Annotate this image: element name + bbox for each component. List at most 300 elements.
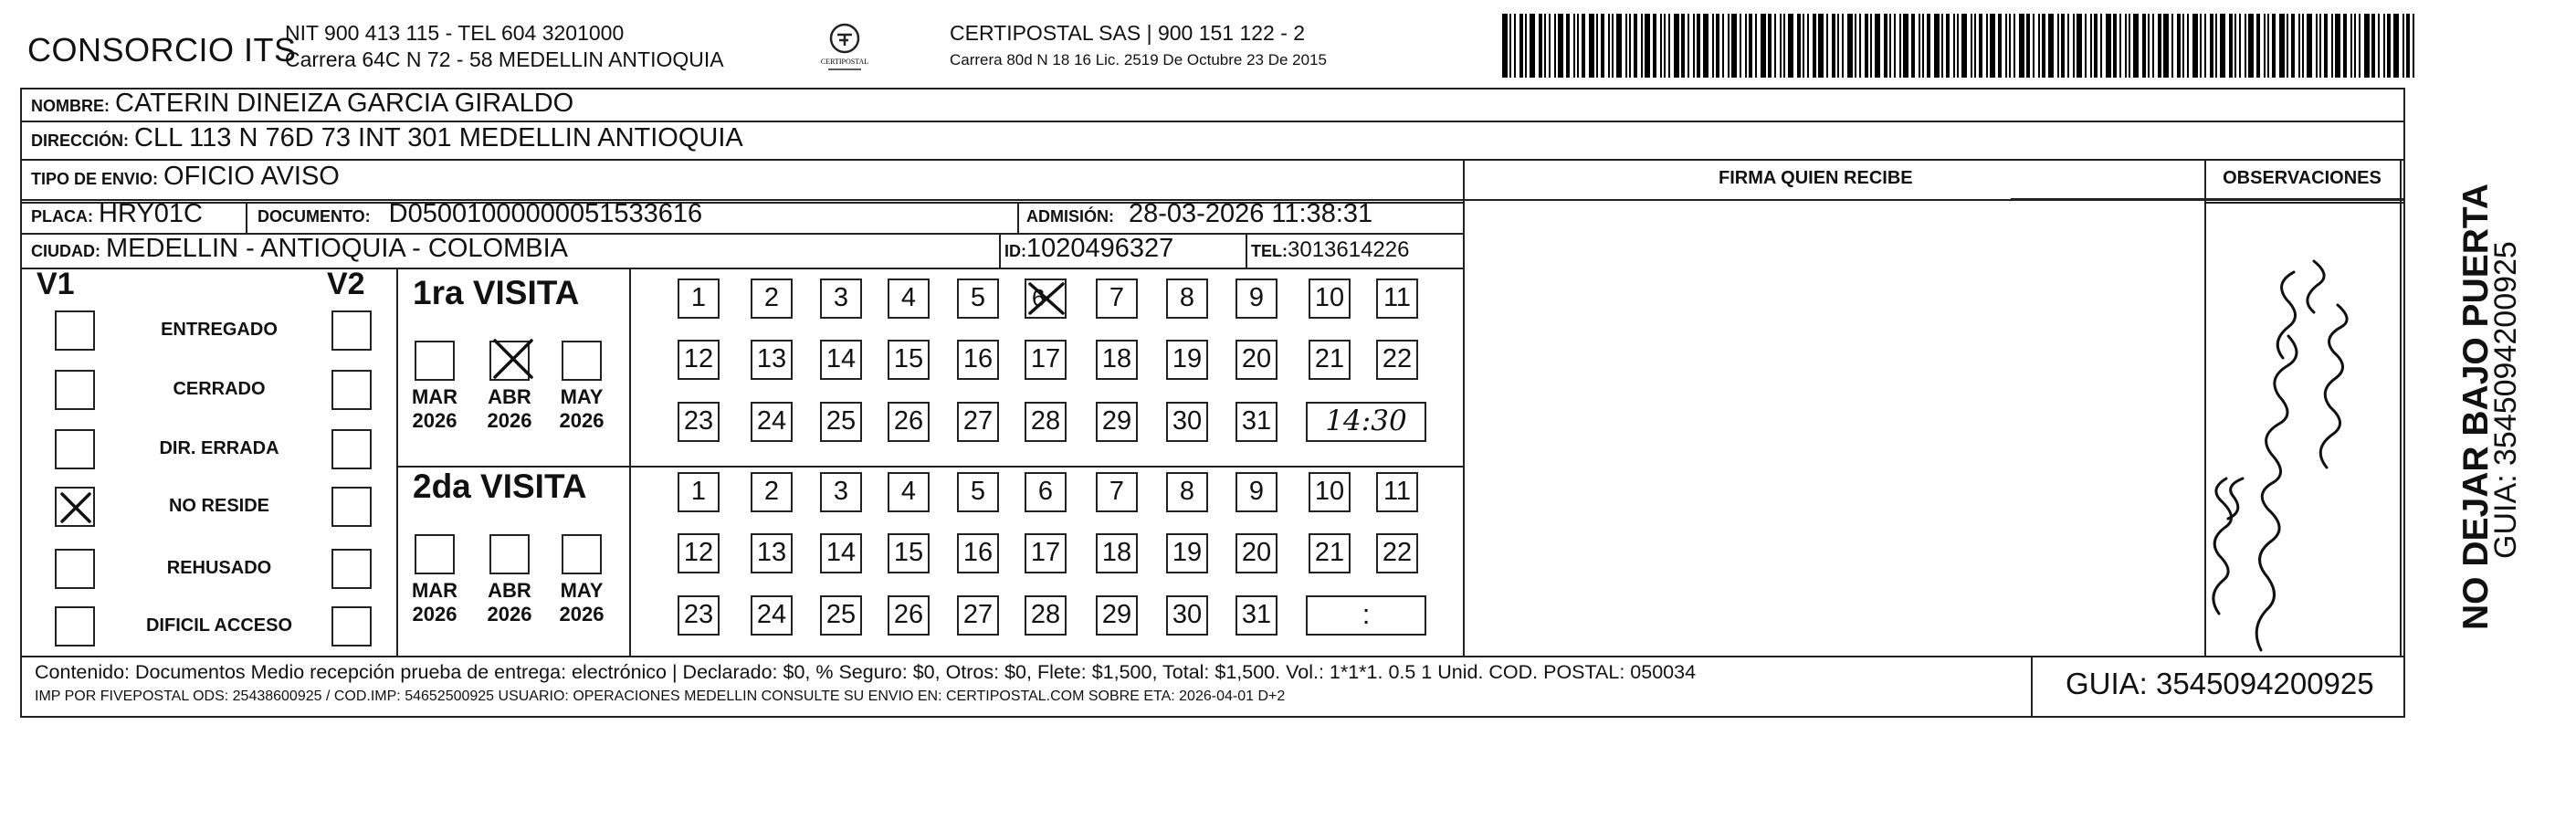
barcode-bar xyxy=(2413,14,2414,78)
barcode-bar xyxy=(2220,14,2225,78)
day-box[interactable]: 13 xyxy=(751,533,793,573)
barcode-bar xyxy=(1731,14,1737,78)
documento-field xyxy=(258,199,702,229)
admision-field xyxy=(1026,199,1372,229)
day-box[interactable]: 1 xyxy=(678,279,720,319)
status-label: REHUSADO xyxy=(166,558,272,578)
barcode-bar xyxy=(2200,14,2202,78)
barcode-bar xyxy=(1832,14,1835,78)
day-box[interactable]: 19 xyxy=(1166,340,1208,380)
barcode-bar xyxy=(1525,14,1527,78)
barcode-bar xyxy=(2085,14,2087,78)
day-box[interactable]: 23 xyxy=(678,402,720,442)
day-box[interactable]: 14 xyxy=(820,533,862,573)
status-v1-checkbox[interactable] xyxy=(55,549,95,589)
month-label xyxy=(407,385,462,433)
day-box[interactable]: 24 xyxy=(751,402,793,442)
barcode-bar xyxy=(1544,14,1546,78)
status-label: DIFICIL ACCESO xyxy=(145,615,292,636)
barcode-bar xyxy=(2067,14,2069,78)
day-box[interactable]: 15 xyxy=(888,340,930,380)
barcode-bar xyxy=(1807,14,1809,78)
status-label: CERRADO xyxy=(173,379,266,399)
barcode-bar xyxy=(1740,14,1741,78)
day-box[interactable]: 25 xyxy=(820,595,862,636)
barcode-bar xyxy=(2152,14,2154,78)
barcode-bar xyxy=(1645,14,1650,78)
status-check-mark xyxy=(58,490,93,525)
barcode-bar xyxy=(1986,14,1988,78)
barcode-bar xyxy=(1573,14,1575,78)
day-box[interactable]: 4 xyxy=(888,472,930,512)
barcode-bar xyxy=(1903,14,1908,78)
day-box[interactable]: 10 xyxy=(1309,472,1351,512)
barcode-bar xyxy=(1566,14,1570,78)
admision-value: 28-03-2026 11:38:31 xyxy=(1129,199,1373,228)
day-box[interactable]: 26 xyxy=(888,595,930,636)
barcode-bar xyxy=(2073,14,2075,78)
barcode-bar xyxy=(2090,14,2092,78)
barcode-bar xyxy=(1919,14,1920,78)
day-box[interactable]: 5 xyxy=(957,279,999,319)
carrier-address: Carrera 80d N 18 16 Lic. 2519 De Octubre 23 De 2015 xyxy=(950,51,1327,68)
day-box[interactable]: 2 xyxy=(751,279,793,319)
day-box[interactable]: 11 xyxy=(1376,472,1418,512)
barcode-bar xyxy=(1780,14,1782,78)
status-v1-checkbox[interactable] xyxy=(55,606,95,647)
firma-header: FIRMA QUIEN RECIBE xyxy=(1719,168,1913,188)
barcode-bar xyxy=(2298,14,2300,78)
month-name: MAY xyxy=(560,579,604,602)
barcode-bar xyxy=(1558,14,1563,78)
status-v2-checkbox[interactable] xyxy=(331,310,372,351)
barcode-bar xyxy=(1774,14,1776,78)
barcode-bar xyxy=(2215,14,2217,78)
day-box[interactable]: 29 xyxy=(1096,402,1138,442)
barcode-bar xyxy=(1788,14,1793,78)
barcode-bar xyxy=(2125,14,2127,78)
day-box[interactable]: 21 xyxy=(1309,340,1351,380)
barcode-bar xyxy=(2009,14,2011,78)
barcode-bar xyxy=(1768,14,1772,78)
barcode-bar xyxy=(1693,14,1695,78)
visit-time-box[interactable]: 14:30 xyxy=(1306,402,1426,442)
status-v2-checkbox[interactable] xyxy=(331,487,372,527)
barcode-bar xyxy=(2229,14,2233,78)
day-box[interactable]: 9 xyxy=(1235,472,1277,512)
barcode-bar xyxy=(2171,14,2173,78)
barcode-bar xyxy=(1927,14,1930,78)
barcode-bar xyxy=(2013,14,2015,78)
barcode-bar xyxy=(2383,14,2385,78)
barcode-bar xyxy=(2403,14,2404,78)
day-box[interactable]: 3 xyxy=(820,279,862,319)
barcode-bar xyxy=(1509,14,1511,78)
barcode-bar xyxy=(2307,14,2312,78)
day-box[interactable]: 1 xyxy=(678,472,720,512)
observaciones-header: OBSERVACIONES xyxy=(2223,168,2381,188)
logo-text: CERTIPOSTAL xyxy=(820,58,869,66)
barcode-bar xyxy=(2048,14,2054,78)
direccion-value: CLL 113 N 76D 73 INT 301 MEDELLIN ANTIOQUIA xyxy=(134,123,743,152)
barcode-bar xyxy=(1716,14,1719,78)
day-box[interactable]: 13 xyxy=(751,340,793,380)
ciudad-field xyxy=(31,234,568,264)
barcode-bar xyxy=(1596,14,1598,78)
day-box[interactable]: 12 xyxy=(678,533,720,573)
barcode-bar xyxy=(2133,14,2139,78)
nombre-row xyxy=(31,89,573,119)
barcode-bar xyxy=(2378,14,2380,78)
barcode-bar xyxy=(2343,14,2347,78)
day-box[interactable]: 31 xyxy=(1235,402,1277,442)
day-box[interactable]: 27 xyxy=(957,402,999,442)
status-label: ENTREGADO xyxy=(161,320,278,340)
month-check-mark xyxy=(491,337,535,381)
day-box[interactable]: 16 xyxy=(957,340,999,380)
id-value: 1020496327 xyxy=(1026,234,1174,263)
day-box[interactable]: 29 xyxy=(1096,595,1138,636)
barcode-bar xyxy=(1946,14,1950,78)
month-label xyxy=(407,579,462,626)
day-box[interactable]: 28 xyxy=(1025,595,1067,636)
day-box[interactable]: 17 xyxy=(1025,533,1067,573)
barcode-bar xyxy=(2256,14,2260,78)
barcode-bar xyxy=(2163,14,2169,78)
day-box[interactable]: 5 xyxy=(957,472,999,512)
barcode-bar xyxy=(2192,14,2198,78)
barcode-bar xyxy=(1641,14,1643,78)
barcode-bar xyxy=(1664,14,1666,78)
carrier-name: CERTIPOSTAL SAS | 900 151 122 - 2 xyxy=(950,21,1306,45)
v2-header: V2 xyxy=(327,267,365,301)
tel-label: TEL: xyxy=(1251,242,1288,260)
barcode-bar xyxy=(2077,14,2082,78)
barcode-bar xyxy=(2371,14,2375,78)
day-box[interactable]: 12 xyxy=(678,340,720,380)
day-box[interactable]: 8 xyxy=(1166,279,1208,319)
day-box[interactable]: 18 xyxy=(1096,533,1138,573)
barcode-bar xyxy=(1889,14,1891,78)
company-name: CONSORCIO ITS xyxy=(27,31,297,68)
status-v2-checkbox[interactable] xyxy=(331,606,372,647)
barcode-bar xyxy=(1608,14,1610,78)
footer-imp: IMP POR FIVEPOSTAL ODS: 25438600925 / COD.IMP: 54652500925 USUARIO: OPERACIONES MEDELLIN CONSULTE SU ENVIO EN: CERTIPOSTAL.COM SOBRE ETA: 2026-04-01 D+2 xyxy=(35,689,1286,704)
company-info xyxy=(285,20,724,73)
day-box[interactable]: 16 xyxy=(957,533,999,573)
side-notice: NO DEJAR BAJO PUERTA xyxy=(2456,183,2496,630)
barcode-bar xyxy=(2187,14,2189,78)
day-box[interactable]: 10 xyxy=(1309,279,1351,319)
barcode-bar xyxy=(1589,14,1594,78)
month-year: 2026 xyxy=(412,603,457,626)
barcode-bar xyxy=(1865,14,1868,78)
barcode-bar xyxy=(1837,14,1839,78)
barcode-bar xyxy=(1957,14,1959,78)
barcode-bar xyxy=(1625,14,1627,78)
barcode-bar xyxy=(1870,14,1872,78)
day-box[interactable]: 20 xyxy=(1235,340,1277,380)
barcode-bar xyxy=(2100,14,2102,78)
barcode-bar xyxy=(1803,14,1804,78)
barcode-bar xyxy=(1681,14,1685,78)
visit-time-box[interactable]: : xyxy=(1306,595,1426,636)
barcode-bar xyxy=(1612,14,1614,78)
day-box[interactable]: 9 xyxy=(1235,279,1277,319)
month-year: 2026 xyxy=(559,603,605,626)
day-box[interactable]: 30 xyxy=(1166,595,1208,636)
placa-field xyxy=(31,199,203,229)
barcode-bar xyxy=(1875,14,1880,78)
company-address: Carrera 64C N 72 - 58 MEDELLIN ANTIOQUIA xyxy=(285,47,724,71)
barcode-bar xyxy=(2094,14,2098,78)
barcode-bar xyxy=(2264,14,2266,78)
barcode-bar xyxy=(2026,14,2030,78)
barcode-bar xyxy=(1728,14,1730,78)
day-box[interactable]: 25 xyxy=(820,402,862,442)
barcode-bar xyxy=(1688,14,1689,78)
barcode-bar xyxy=(2061,14,2065,78)
status-v1-checkbox[interactable] xyxy=(55,370,95,410)
certipostal-logo xyxy=(815,22,874,75)
barcode-bar xyxy=(2239,14,2241,78)
barcode-bar xyxy=(2106,14,2111,78)
barcode-bar xyxy=(2291,14,2295,78)
company-nit: NIT 900 413 115 - TEL 604 3201000 xyxy=(285,21,625,45)
month-checkbox[interactable] xyxy=(562,534,602,574)
day-box[interactable]: 11 xyxy=(1376,279,1418,319)
day-box[interactable]: 20 xyxy=(1235,533,1277,573)
ciudad-value: MEDELLIN - ANTIOQUIA - COLOMBIA xyxy=(106,234,568,263)
nombre-label: NOMBRE: xyxy=(31,97,110,115)
barcode-bar xyxy=(1953,14,1955,78)
day-box[interactable]: 15 xyxy=(888,533,930,573)
day-box[interactable]: 24 xyxy=(751,595,793,636)
day-box[interactable]: 17 xyxy=(1025,340,1067,380)
barcode-bar xyxy=(1712,14,1714,78)
carrier-info xyxy=(950,20,1327,73)
day-box[interactable]: 8 xyxy=(1166,472,1208,512)
barcode-bar xyxy=(1616,14,1622,78)
tipo-label: TIPO DE ENVIO: xyxy=(31,170,159,188)
barcode-bar xyxy=(2324,14,2328,78)
day-box[interactable]: 7 xyxy=(1096,472,1138,512)
barcode-bar xyxy=(2019,14,2024,78)
footer-guia: GUIA: 3545094200925 xyxy=(2066,667,2374,700)
barcode-bar xyxy=(2359,14,2360,78)
barcode-bar xyxy=(1974,14,1976,78)
status-v1-checkbox[interactable] xyxy=(55,310,95,351)
day-box[interactable]: 26 xyxy=(888,402,930,442)
admision-label: ADMISIÓN: xyxy=(1026,207,1114,226)
barcode-bar xyxy=(2158,14,2161,78)
barcode-bar xyxy=(2279,14,2285,78)
status-v2-checkbox[interactable] xyxy=(331,429,372,469)
barcode-bar xyxy=(1855,14,1856,78)
barcode-bar xyxy=(2119,14,2121,78)
barcode-bar xyxy=(1934,14,1940,78)
barcode-bar xyxy=(1629,14,1631,78)
month-year: 2026 xyxy=(412,409,457,432)
status-label: DIR. ERRADA xyxy=(159,438,279,458)
id-label: ID: xyxy=(1004,242,1026,260)
barcode-bar xyxy=(2177,14,2181,78)
month-year: 2026 xyxy=(487,409,532,432)
day-box[interactable]: 21 xyxy=(1309,533,1351,573)
barcode-bar xyxy=(2302,14,2304,78)
month-name: ABR xyxy=(488,579,531,602)
barcode-bar xyxy=(1722,14,1724,78)
day-box[interactable]: 28 xyxy=(1025,402,1067,442)
barcode-bar xyxy=(2287,14,2288,78)
barcode-bar xyxy=(1668,14,1670,78)
barcode-bar xyxy=(1634,14,1637,78)
placa-value: HRY01C xyxy=(99,199,203,228)
nombre-value: CATERIN DINEIZA GARCIA GIRALDO xyxy=(115,89,574,118)
day-box[interactable]: 22 xyxy=(1376,533,1418,573)
placa-label: PLACA: xyxy=(31,207,93,226)
month-label xyxy=(554,579,609,626)
barcode-bar xyxy=(2113,14,2117,78)
barcode-bar xyxy=(1961,14,1967,78)
barcode-bar xyxy=(2387,14,2391,78)
day-box[interactable]: 7 xyxy=(1096,279,1138,319)
barcode-bar xyxy=(2364,14,2370,78)
side-guia: GUIA: 3545094200925 xyxy=(2488,241,2523,559)
barcode-bar xyxy=(2393,14,2399,78)
day-box[interactable]: 14 xyxy=(820,340,862,380)
barcode-bar xyxy=(2038,14,2040,78)
barcode-bar xyxy=(1660,14,1662,78)
barcode-bar xyxy=(2245,14,2246,78)
month-label xyxy=(554,385,609,433)
direccion-row xyxy=(31,123,743,153)
month-label xyxy=(482,579,537,626)
barcode-bar xyxy=(2148,14,2150,78)
ciudad-label: CIUDAD: xyxy=(31,242,100,260)
barcode-bar xyxy=(2042,14,2045,78)
tel-value: 3013614226 xyxy=(1288,237,1410,262)
barcode-bar xyxy=(1990,14,1995,78)
barcode-bar xyxy=(2033,14,2035,78)
status-v2-checkbox[interactable] xyxy=(331,549,372,589)
day-box[interactable]: 4 xyxy=(888,279,930,319)
barcode-bar xyxy=(1818,14,1824,78)
day-box[interactable]: 31 xyxy=(1235,595,1277,636)
visit-title: 2da VISITA xyxy=(413,468,587,505)
barcode-bar xyxy=(1703,14,1709,78)
day-box[interactable]: 2 xyxy=(751,472,793,512)
barcode-bar xyxy=(1826,14,1828,78)
status-v1-checkbox[interactable] xyxy=(55,429,95,469)
day-box[interactable]: 19 xyxy=(1166,533,1208,573)
barcode-bar xyxy=(1884,14,1887,78)
barcode-bar xyxy=(1502,14,1508,78)
barcode-bar xyxy=(2182,14,2184,78)
barcode-bar xyxy=(1530,14,1535,78)
tipo-row xyxy=(31,162,340,192)
barcode-bar xyxy=(1514,14,1516,78)
barcode-bar xyxy=(1797,14,1801,78)
day-box[interactable]: 23 xyxy=(678,595,720,636)
barcode-bar xyxy=(2129,14,2130,78)
barcode-bar xyxy=(1539,14,1542,78)
month-name: MAY xyxy=(560,385,604,408)
barcode-bar xyxy=(1941,14,1943,78)
barcode-bar xyxy=(1922,14,1924,78)
barcode-bar xyxy=(1745,14,1747,78)
barcode-bar xyxy=(2406,14,2410,78)
barcode-bar xyxy=(1554,14,1556,78)
barcode-bar xyxy=(1894,14,1896,78)
day-box[interactable]: 22 xyxy=(1376,340,1418,380)
month-checkbox[interactable] xyxy=(415,534,455,574)
month-name: MAR xyxy=(411,385,458,408)
barcode-bar xyxy=(1549,14,1551,78)
footer-contenido: Contenido: Documentos Medio recepción prueba de entrega: electrónico | Declarado: $0, % Seguro: $0, Otros: $0, Flete: $1,500, Total: $1,500. Vol.: 1*1*1. 0.5 1 Unid. COD. POSTAL: 050034 xyxy=(35,661,1697,683)
month-checkbox[interactable] xyxy=(562,341,602,381)
month-name: ABR xyxy=(488,385,531,408)
visit-title: 1ra VISITA xyxy=(413,274,580,311)
barcode-bar xyxy=(1755,14,1757,78)
barcode-bar xyxy=(2319,14,2321,78)
barcode-bar xyxy=(1911,14,1915,78)
status-v2-checkbox[interactable] xyxy=(331,370,372,410)
month-checkbox[interactable] xyxy=(489,534,530,574)
v1-header: V1 xyxy=(37,267,75,301)
month-checkbox[interactable] xyxy=(415,341,455,381)
documento-label: DOCUMENTO: xyxy=(258,207,371,226)
observaciones-handwriting xyxy=(2192,212,2374,659)
barcode-bar xyxy=(1783,14,1785,78)
direccion-label: DIRECCIÓN: xyxy=(31,131,129,150)
barcode-bar xyxy=(2005,14,2007,78)
status-label: NO RESIDE xyxy=(168,496,270,516)
barcode-bar xyxy=(2267,14,2269,78)
barcode-bar xyxy=(2248,14,2254,78)
barcode-bar xyxy=(1601,14,1604,78)
documento-value: D05001000000051533616 xyxy=(388,199,703,228)
barcode-bar xyxy=(2331,14,2333,78)
month-year: 2026 xyxy=(559,409,605,432)
barcode-bar xyxy=(2354,14,2356,78)
barcode-bar xyxy=(1653,14,1656,78)
id-field xyxy=(1004,234,1173,264)
barcode-bar xyxy=(1998,14,2002,78)
day-box[interactable]: 30 xyxy=(1166,402,1208,442)
barcode-bar xyxy=(1979,14,1982,78)
barcode-bar xyxy=(1813,14,1816,78)
day-box[interactable]: 27 xyxy=(957,595,999,636)
tel-field xyxy=(1251,237,1409,263)
barcode-bar xyxy=(1859,14,1861,78)
day-box[interactable]: 18 xyxy=(1096,340,1138,380)
barcode-bar xyxy=(1971,14,1972,78)
barcode-bar xyxy=(1577,14,1579,78)
barcode-bar xyxy=(1842,14,1844,78)
barcode-bar xyxy=(2316,14,2318,78)
barcode xyxy=(1502,14,2424,78)
barcode-bar xyxy=(1761,14,1766,78)
barcode-bar xyxy=(1674,14,1679,78)
barcode-bar xyxy=(1582,14,1585,78)
barcode-bar xyxy=(1749,14,1752,78)
day-box[interactable]: 6 xyxy=(1025,472,1067,512)
barcode-bar xyxy=(1697,14,1700,78)
barcode-bar xyxy=(2272,14,2276,78)
barcode-bar xyxy=(2057,14,2059,78)
day-box[interactable]: 3 xyxy=(820,472,862,512)
